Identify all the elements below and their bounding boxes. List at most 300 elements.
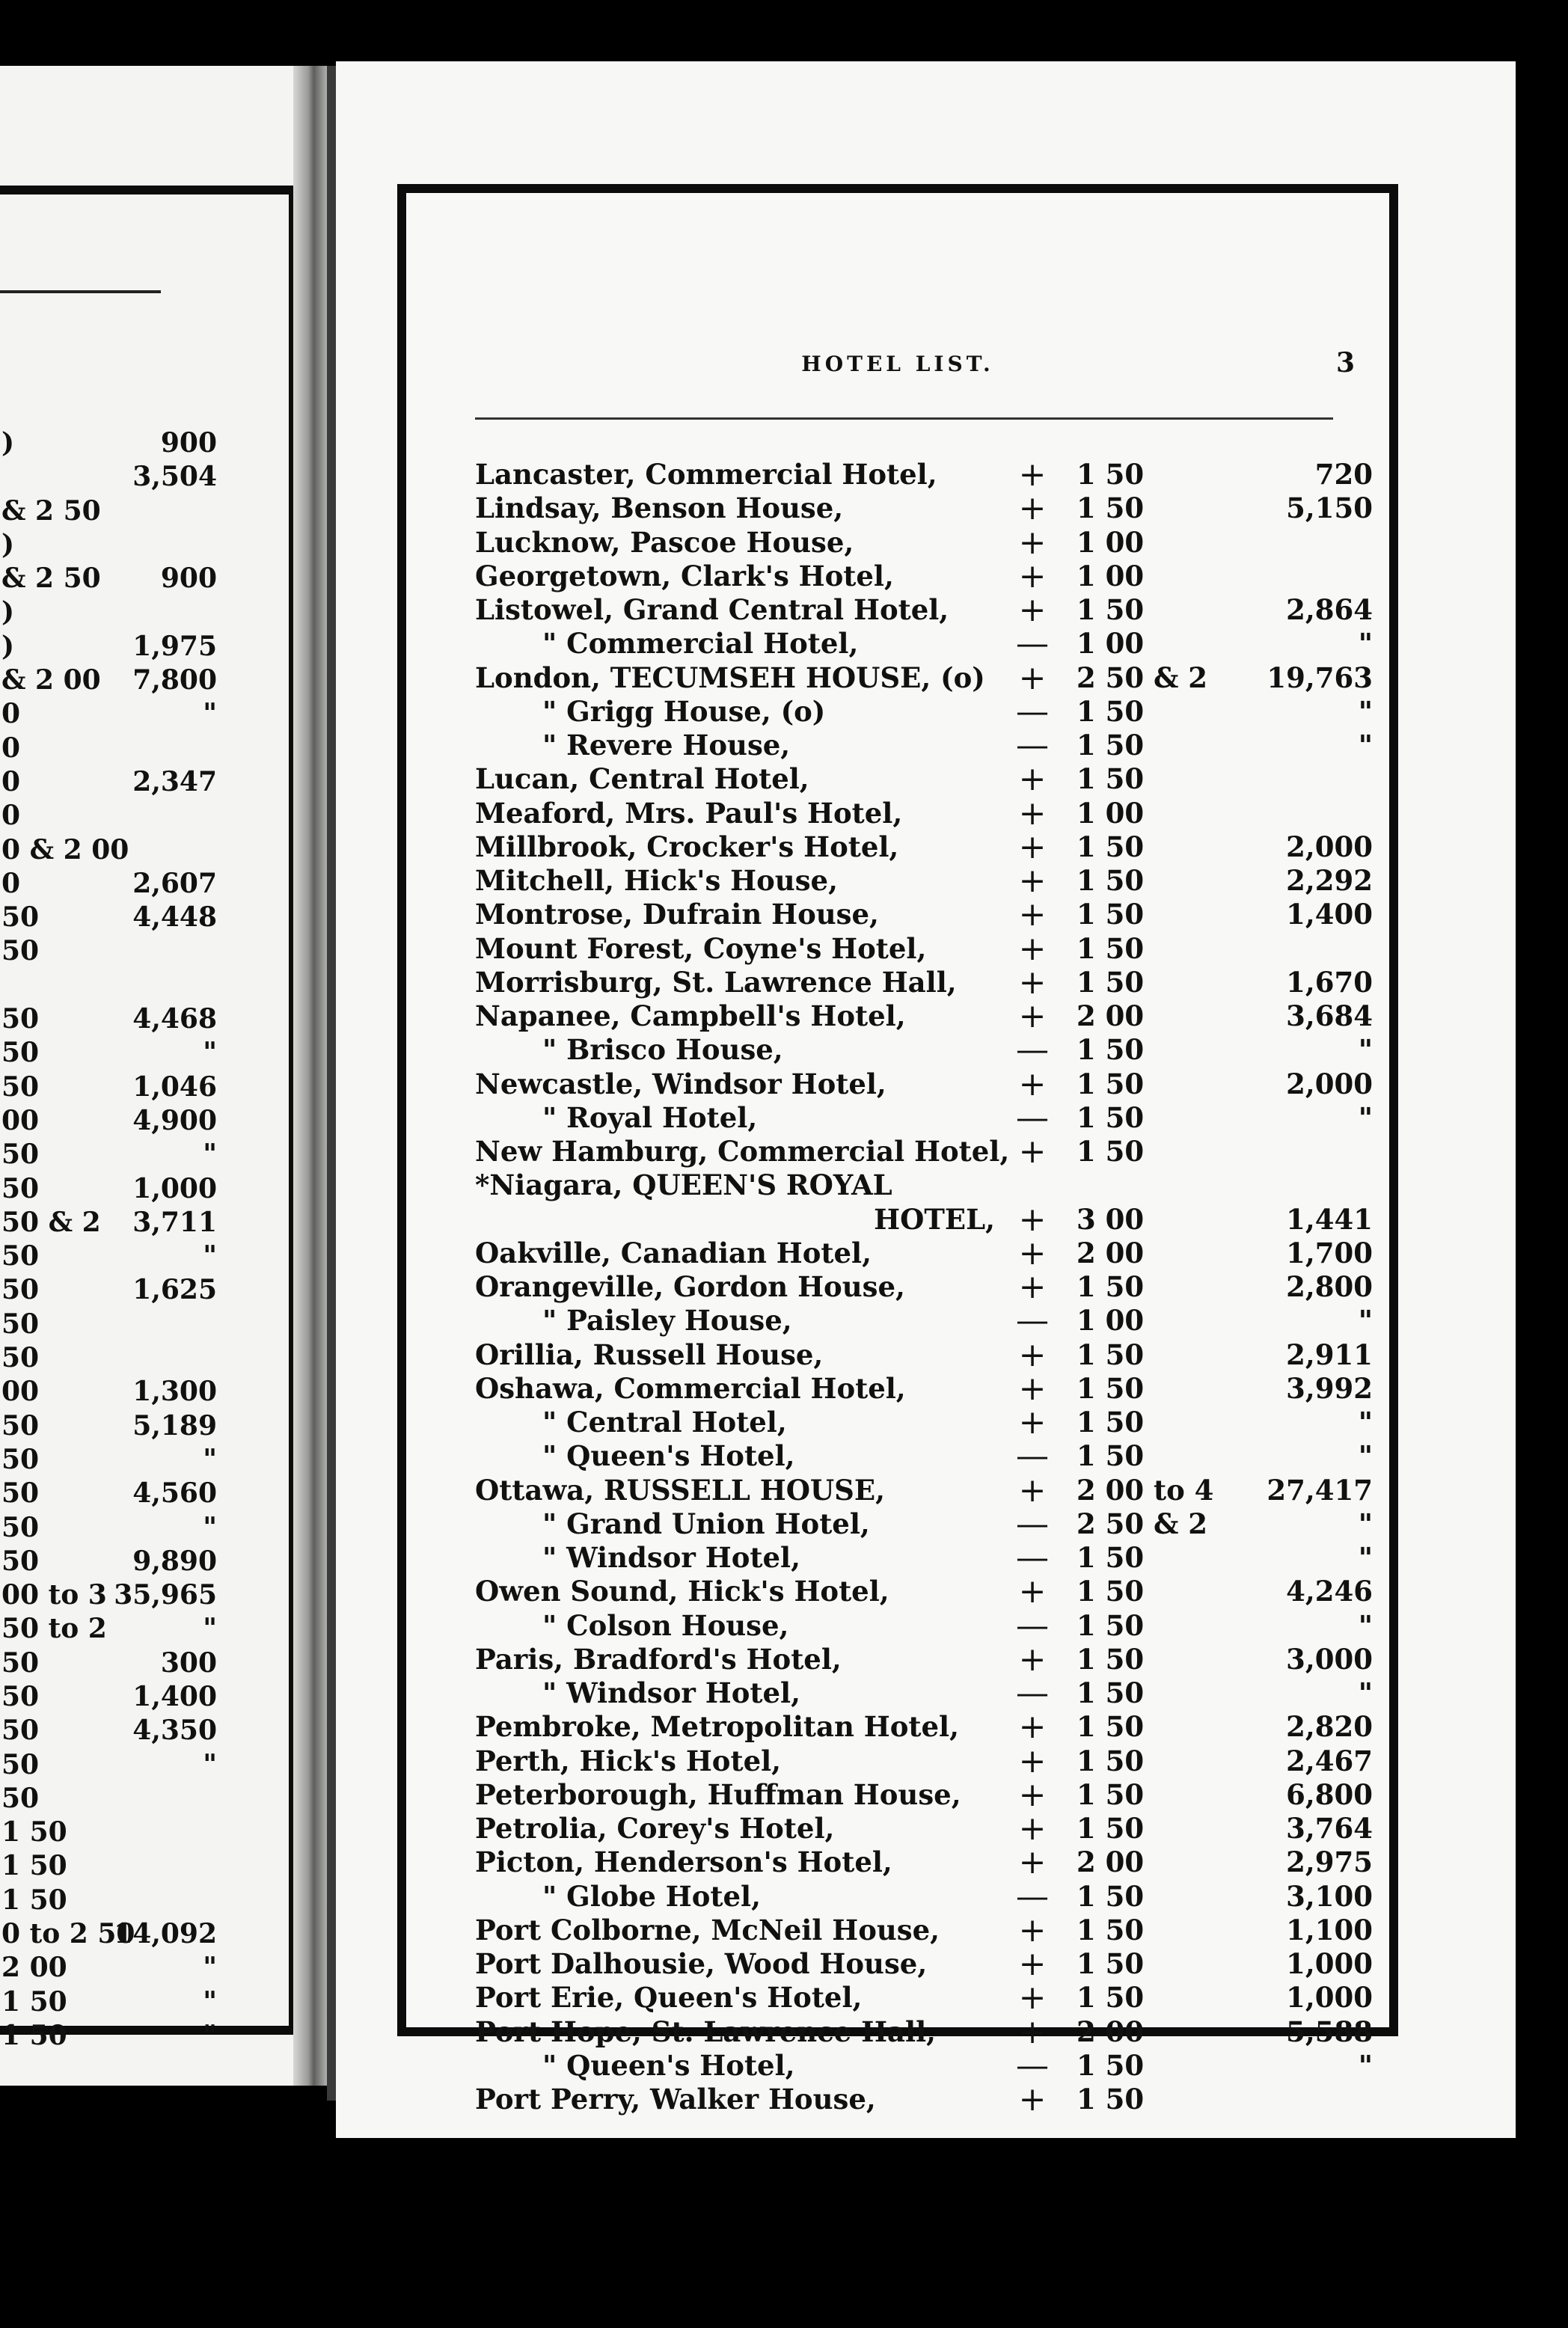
license-mark: + [1018, 1979, 1047, 2018]
table-row [475, 658, 1373, 697]
hotel-name: Orillia, Russell House, [475, 1338, 824, 1371]
table-row [475, 625, 1373, 664]
previous-page-row [0, 1951, 292, 1985]
table-row [475, 1541, 1373, 1575]
table-row [475, 456, 1373, 494]
hotel-name: " Revere House, [542, 729, 791, 762]
previous-rate: ) [1, 427, 15, 459]
table-row [475, 1606, 1373, 1645]
rate-per-day: 1 50 [1077, 830, 1145, 863]
rate-per-day: 1 50 [1077, 2048, 1145, 2082]
hotel-name: Oakville, Canadian Hotel, [475, 1236, 872, 1269]
town-population: " [1358, 1304, 1373, 1338]
hotel-name: Listowel, Grand Central Hotel, [475, 593, 949, 626]
previous-rate: 50 [1, 1748, 40, 1780]
hotel-name: " Windsor Hotel, [542, 1541, 800, 1574]
previous-rate: 50 [1, 1409, 40, 1442]
previous-population: " [203, 1443, 217, 1475]
table-row [475, 1369, 1373, 1408]
table-row [475, 1098, 1373, 1137]
previous-population: " [203, 2019, 217, 2051]
hotel-name: " Paisley House, [542, 1304, 792, 1338]
previous-rate: ) [1, 596, 15, 628]
previous-rate: 00 to 3 [1, 1579, 107, 1611]
town-population: 3,992 [1286, 1371, 1373, 1405]
town-population: 2,800 [1286, 1270, 1373, 1303]
hotel-name: " Central Hotel, [542, 1406, 787, 1439]
license-mark: + [1018, 760, 1047, 799]
hotel-name: New Hamburg, Commercial Hotel, [475, 1135, 1010, 1168]
hotel-name: Oshawa, Commercial Hotel, [475, 1371, 906, 1405]
hotel-name: Ottawa, RUSSELL HOUSE, [475, 1473, 885, 1507]
license-mark: + [1018, 1268, 1047, 1306]
previous-page-row [0, 1511, 292, 1545]
previous-population: 1,300 [132, 1376, 217, 1408]
previous-rate: 50 [1, 901, 40, 934]
previous-population: " [203, 1240, 217, 1272]
hotel-list-page [336, 61, 1516, 2138]
rate-per-day: 1 50 [1077, 864, 1145, 897]
rate-per-day: 2 50 & 2 [1077, 661, 1208, 694]
town-population: 2,911 [1286, 1338, 1373, 1371]
previous-rate: 00 [1, 1104, 40, 1136]
license-mark: — [1016, 2046, 1049, 2085]
rate-per-day: 2 00 [1077, 1845, 1145, 1879]
page-border [397, 184, 1398, 2119]
town-population: " [1358, 2048, 1373, 2082]
previous-population: 1,046 [132, 1070, 217, 1103]
rate-per-day: 1 50 [1077, 1913, 1145, 1946]
table-row [475, 794, 1373, 833]
rate-per-day: 1 50 [1077, 1608, 1145, 1642]
table-row [475, 593, 1373, 627]
rate-per-day: 1 00 [1077, 796, 1145, 830]
license-mark: + [1018, 2080, 1047, 2119]
table-row [475, 1742, 1373, 1780]
table-row [475, 1708, 1373, 1747]
license-mark: — [1016, 726, 1049, 765]
rate-per-day: 3 00 [1077, 1202, 1145, 1236]
town-population: 2,000 [1286, 830, 1373, 863]
license-mark: — [1016, 1504, 1049, 1543]
town-population: 1,670 [1286, 965, 1373, 999]
previous-population: 2,347 [132, 765, 217, 797]
previous-page-row [0, 1375, 292, 1409]
previous-page-row [0, 1036, 292, 1070]
license-mark: + [1018, 1742, 1047, 1780]
table-row [475, 1270, 1373, 1304]
previous-rate: 00 [1, 1376, 40, 1408]
rate-per-day: 1 50 [1077, 762, 1145, 796]
rate-per-day: 1 50 [1077, 1100, 1145, 1134]
previous-page-row [0, 765, 292, 799]
previous-population: 1,625 [132, 1274, 217, 1306]
previous-rate: & 2 00 [1, 664, 101, 696]
previous-rate: 50 [1, 935, 40, 967]
previous-rate: 50 [1, 1342, 40, 1374]
previous-page-row [0, 1884, 292, 1917]
header-rule [475, 417, 1333, 420]
previous-page-row [0, 1782, 292, 1816]
previous-rate: 0 [1, 732, 21, 764]
town-population: " [1358, 1033, 1373, 1067]
previous-page-row [0, 867, 292, 901]
table-row [475, 1843, 1373, 1882]
hotel-name: Mitchell, Hick's House, [475, 864, 838, 897]
table-row [475, 489, 1373, 528]
previous-page-row [0, 1477, 292, 1510]
hotel-name: Georgetown, Clark's Hotel, [475, 559, 894, 592]
previous-population: 7,800 [132, 664, 217, 696]
previous-page-row [0, 1545, 292, 1578]
table-row [475, 1504, 1373, 1543]
hotel-name: Port Colborne, McNeil House, [475, 1913, 940, 1946]
rate-per-day: 1 50 [1077, 1879, 1145, 1913]
town-population: " [1358, 694, 1373, 728]
previous-population: 4,448 [132, 901, 217, 934]
hotel-name: Lucknow, Pascoe House, [475, 525, 854, 559]
previous-population: 5,189 [132, 1409, 217, 1442]
license-mark: + [1018, 1403, 1047, 1442]
license-mark: + [1018, 929, 1047, 968]
town-population: " [1358, 1608, 1373, 1642]
rate-per-day: 1 50 [1077, 1575, 1145, 1608]
table-row [475, 1810, 1373, 1848]
hotel-name: " Globe Hotel, [542, 1879, 761, 1913]
town-population: 5,588 [1286, 2015, 1373, 2048]
license-mark: + [1018, 1471, 1047, 1510]
previous-rate: 50 [1, 1240, 40, 1272]
hotel-name: " Brisco House, [542, 1033, 783, 1067]
rate-per-day: 1 50 [1077, 2083, 1145, 2116]
previous-page-row [0, 1341, 292, 1375]
rate-per-day: 1 00 [1077, 1304, 1145, 1338]
table-row [475, 2080, 1373, 2119]
previous-rate: 0 [1, 698, 21, 730]
previous-population: " [203, 1613, 217, 1645]
hotel-name: " Colson House, [542, 1608, 789, 1642]
previous-page-row [0, 934, 292, 968]
previous-page-row [0, 426, 292, 460]
table-row [475, 1877, 1373, 1916]
license-mark: + [1018, 827, 1047, 866]
town-population: 5,150 [1286, 491, 1373, 525]
previous-population: 900 [160, 427, 217, 459]
table-row [475, 1911, 1373, 1949]
town-population: " [1358, 1100, 1373, 1134]
previous-page-row [0, 732, 292, 765]
previous-population: " [203, 1511, 217, 1543]
previous-population: " [203, 1952, 217, 1984]
town-population: " [1358, 1439, 1373, 1473]
rate-per-day: 1 50 [1077, 1067, 1145, 1100]
previous-rate: 50 [1, 1003, 40, 1035]
previous-page-rule [0, 290, 161, 293]
town-population: 2,820 [1286, 1710, 1373, 1744]
book-gutter [293, 66, 331, 2086]
hotel-name: Perth, Hick's Hotel, [475, 1744, 782, 1777]
previous-rate: 1 50 [1, 1985, 67, 2018]
town-population: 27,417 [1267, 1473, 1373, 1507]
table-row [475, 1168, 1373, 1202]
table-row [475, 1676, 1373, 1710]
town-population: 1,000 [1286, 1981, 1373, 2015]
town-population: 1,000 [1286, 1947, 1373, 1980]
previous-page-row [0, 799, 292, 833]
hotel-name: Meaford, Mrs. Paul's Hotel, [475, 796, 903, 830]
previous-rate: 1 50 [1, 2019, 67, 2051]
license-mark: + [1018, 1572, 1047, 1611]
rate-per-day: 1 50 [1077, 1338, 1145, 1371]
table-row [475, 692, 1373, 731]
license-mark: + [1018, 963, 1047, 1002]
table-row [475, 1403, 1373, 1442]
previous-population: 3,504 [132, 461, 217, 493]
previous-rate: 50 [1, 1308, 40, 1340]
rate-per-day: 2 00 to 4 [1077, 1473, 1214, 1507]
previous-population: 4,900 [132, 1104, 217, 1136]
previous-population: 4,560 [132, 1477, 217, 1510]
town-population: 1,700 [1286, 1236, 1373, 1269]
table-row [475, 1775, 1373, 1814]
previous-page-row [0, 664, 292, 697]
town-population: 2,292 [1286, 864, 1373, 897]
previous-rate: & 2 50 [1, 494, 101, 527]
hotel-name: Petrolia, Corey's Hotel, [475, 1812, 835, 1845]
rate-per-day: 2 00 [1077, 1236, 1145, 1269]
previous-population: 300 [160, 1647, 217, 1679]
hotel-name: Picton, Henderson's Hotel, [475, 1845, 892, 1879]
previous-rate: & 2 50 [1, 563, 101, 595]
table-row [475, 827, 1373, 866]
previous-rate: 50 [1, 1545, 40, 1577]
town-population: 720 [1314, 458, 1373, 491]
previous-rate: 0 [1, 765, 21, 797]
previous-population: " [203, 1139, 217, 1171]
table-row [475, 1979, 1373, 2018]
rate-per-day: 1 50 [1077, 1676, 1145, 1709]
license-mark: + [1018, 1234, 1047, 1272]
table-row [475, 1335, 1373, 1374]
rate-per-day: 2 00 [1077, 2015, 1145, 2048]
license-mark: + [1018, 1945, 1047, 1983]
license-mark: + [1018, 591, 1047, 629]
previous-population: 9,890 [132, 1545, 217, 1577]
previous-page-row [0, 1985, 292, 2019]
town-population: 2,975 [1286, 1845, 1373, 1879]
town-population: " [1358, 627, 1373, 661]
rate-per-day: 1 50 [1077, 1744, 1145, 1777]
previous-rate: 50 [1, 1680, 40, 1712]
hotel-name: Montrose, Dufrain House, [475, 898, 879, 931]
table-row [475, 2012, 1373, 2051]
previous-page-row [0, 1308, 292, 1341]
previous-page-row [0, 1849, 292, 1883]
rate-per-day: 1 50 [1077, 458, 1145, 491]
license-mark: — [1016, 1606, 1049, 1645]
rate-per-day: 1 50 [1077, 1710, 1145, 1744]
previous-rate: 50 [1, 1037, 40, 1069]
license-mark: + [1018, 862, 1047, 900]
previous-population: 2,607 [132, 867, 217, 899]
license-mark: + [1018, 1640, 1047, 1679]
table-row [475, 523, 1373, 562]
hotel-table [475, 456, 1373, 2119]
previous-rate: 50 [1, 1647, 40, 1679]
previous-page-row [0, 2019, 292, 2053]
rate-per-day: 1 50 [1077, 1439, 1145, 1473]
rate-per-day: 1 50 [1077, 593, 1145, 626]
rate-per-day: 1 50 [1077, 729, 1145, 762]
hotel-name: London, TECUMSEH HOUSE, (o) [475, 661, 985, 694]
previous-page-row [0, 1748, 292, 1782]
previous-rate: 50 [1, 1477, 40, 1510]
rate-per-day: 1 50 [1077, 965, 1145, 999]
hotel-name: " Queen's Hotel, [542, 2048, 795, 2082]
hotel-name: Orangeville, Gordon House, [475, 1270, 905, 1303]
rate-per-day: 1 50 [1077, 1947, 1145, 1980]
town-population: 2,467 [1286, 1744, 1373, 1777]
previous-page-row [0, 833, 292, 867]
previous-page-row [0, 630, 292, 664]
hotel-name: Port Perry, Walker House, [475, 2083, 876, 2116]
table-row [475, 895, 1373, 934]
rate-per-day: 1 50 [1077, 1406, 1145, 1439]
previous-population: 4,350 [132, 1715, 217, 1747]
previous-population: 1,000 [132, 1172, 217, 1204]
previous-population: " [203, 1748, 217, 1780]
hotel-name: Lucan, Central Hotel, [475, 762, 809, 796]
previous-page-row [0, 1240, 292, 1273]
town-population: " [1358, 729, 1373, 762]
license-mark: + [1018, 895, 1047, 934]
previous-page-row [0, 460, 292, 494]
previous-page-list [0, 426, 292, 2053]
license-mark: — [1016, 1674, 1049, 1712]
hotel-name: Port Dalhousie, Wood House, [475, 1947, 928, 1980]
table-row [475, 1302, 1373, 1341]
hotel-name: Lindsay, Benson House, [475, 491, 844, 525]
previous-population: 3,711 [132, 1206, 217, 1238]
previous-page-row [0, 528, 292, 562]
previous-rate: 2 00 [1, 1952, 67, 1984]
hotel-name: Mount Forest, Coyne's Hotel, [475, 931, 927, 965]
previous-page-row [0, 1917, 292, 1951]
license-mark: — [1016, 1877, 1049, 1916]
page-number: 3 [1335, 347, 1355, 379]
hotel-name: " Grigg House, (o) [542, 694, 826, 728]
table-row [475, 1200, 1373, 1239]
previous-page-row [0, 562, 292, 595]
rate-per-day: 2 50 & 2 [1077, 1507, 1208, 1540]
license-mark: — [1016, 1539, 1049, 1577]
hotel-name: Morrisburg, St. Lawrence Hall, [475, 965, 957, 999]
rate-per-day: 1 50 [1077, 1541, 1145, 1574]
license-mark: + [1018, 1065, 1047, 1103]
previous-rate: 50 [1, 1070, 40, 1103]
rate-per-day: 1 00 [1077, 559, 1145, 592]
table-row [475, 1067, 1373, 1101]
town-population: 1,100 [1286, 1913, 1373, 1946]
hotel-name: Peterborough, Huffman House, [475, 1777, 961, 1811]
rate-per-day: 1 50 [1077, 1777, 1145, 1811]
previous-rate: 0 & 2 00 [1, 833, 129, 866]
town-population: 2,864 [1286, 593, 1373, 626]
town-population: 1,441 [1286, 1202, 1373, 1236]
license-mark: — [1016, 1031, 1049, 1070]
hotel-name: Port Erie, Queen's Hotel, [475, 1981, 863, 2015]
table-row [475, 1437, 1373, 1476]
table-row [475, 963, 1373, 1002]
town-population: 1,400 [1286, 898, 1373, 931]
table-row [475, 999, 1373, 1033]
hotel-name: Lancaster, Commercial Hotel, [475, 458, 937, 491]
previous-page-row [0, 697, 292, 731]
previous-population: 14,092 [114, 1918, 217, 1950]
table-row [475, 929, 1373, 968]
table-row [475, 760, 1373, 799]
previous-rate: 50 to 2 [1, 1613, 107, 1645]
previous-rate: 0 to 2 50 [1, 1918, 135, 1950]
previous-page-row [0, 1816, 292, 1849]
hotel-name: " Grand Union Hotel, [542, 1507, 870, 1540]
table-row [475, 1234, 1373, 1272]
town-population: 3,000 [1286, 1642, 1373, 1676]
license-mark: + [1018, 2012, 1047, 2051]
previous-rate: 50 [1, 1172, 40, 1204]
town-population: " [1358, 1406, 1373, 1439]
previous-page-row [0, 1206, 292, 1240]
previous-page-row [0, 1070, 292, 1104]
town-population: 3,764 [1286, 1812, 1373, 1845]
table-row [475, 2046, 1373, 2085]
hotel-name: HOTEL, [874, 1202, 995, 1236]
table-row [475, 864, 1373, 898]
town-population: 19,763 [1267, 661, 1373, 694]
previous-page-row [0, 901, 292, 934]
previous-rate: 50 [1, 1782, 40, 1814]
previous-rate: 50 [1, 1274, 40, 1306]
license-mark: + [1018, 1810, 1047, 1848]
table-row [475, 1031, 1373, 1070]
license-mark: + [1018, 489, 1047, 528]
hotel-name: " Windsor Hotel, [542, 1676, 800, 1709]
town-population: " [1358, 1541, 1373, 1574]
previous-rate: ) [1, 630, 15, 662]
page-edge [327, 66, 336, 2101]
hotel-name: Napanee, Campbell's Hotel, [475, 999, 906, 1032]
license-mark: + [1018, 997, 1047, 1035]
license-mark: + [1018, 1200, 1047, 1239]
license-mark: + [1018, 1708, 1047, 1747]
hotel-name: Newcastle, Windsor Hotel, [475, 1067, 886, 1100]
rate-per-day: 1 50 [1077, 1981, 1145, 2015]
license-mark: + [1018, 1133, 1047, 1171]
rate-per-day: 1 00 [1077, 525, 1145, 559]
previous-rate: 1 50 [1, 1850, 67, 1882]
license-mark: + [1018, 1369, 1047, 1408]
previous-population: " [203, 1037, 217, 1069]
rate-per-day: 1 50 [1077, 898, 1145, 931]
hotel-name: *Niagara, QUEEN'S ROYAL [475, 1168, 892, 1202]
previous-page-row [0, 1273, 292, 1307]
license-mark: + [1018, 456, 1047, 494]
previous-rate: 1 50 [1, 1884, 67, 1916]
hotel-name: " Commercial Hotel, [542, 627, 859, 661]
previous-page-row [0, 1172, 292, 1206]
license-mark: + [1018, 658, 1047, 697]
table-row [475, 1572, 1373, 1611]
